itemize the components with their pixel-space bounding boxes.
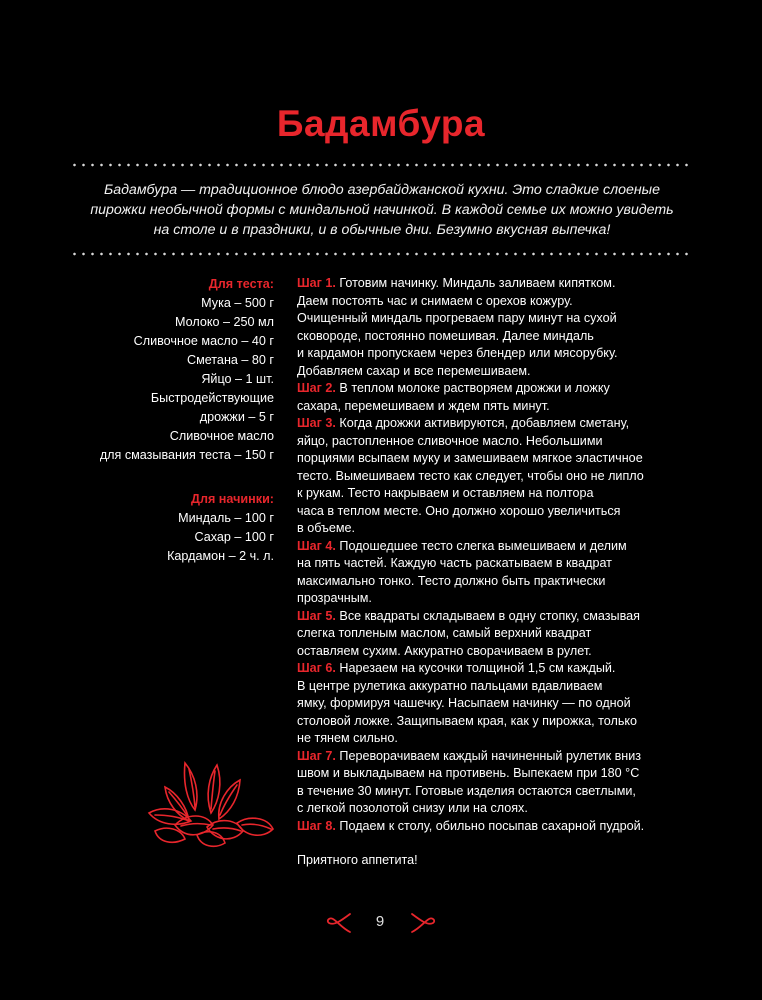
step-line: часа в теплом месте. Оно должно хорошо увеличиться	[297, 503, 621, 518]
ingredient-line: Молоко – 250 мл	[174, 315, 274, 329]
ingredient-line: Сливочное масло	[169, 429, 274, 443]
step-line: Очищенный миндаль прогреваем пару минут на сухой	[297, 311, 617, 325]
step-line: в течение 30 минут. Готовые изделия остаются светлыми,	[297, 783, 636, 798]
intro-line: на столе и в праздники, и в обычные дни. Безумно вкусная выпечка!	[153, 222, 611, 238]
step-label: Шаг 4.	[297, 538, 336, 553]
closing-text: Приятного аппетита!	[297, 853, 418, 867]
step-label: Шаг 1.	[297, 276, 336, 290]
ingredient-line: Кардамон – 2 ч. л.	[167, 549, 274, 563]
step-line: в объеме.	[297, 521, 356, 535]
step-line: не тянем сильно.	[297, 731, 398, 745]
step-text: Все квадраты складываем в одну стопку, смазывая	[335, 608, 640, 623]
intro-line: Бадамбура — традиционное блюдо азербайджанской кухни. Это сладкие слоеные	[103, 182, 661, 198]
step-text: Подаем к столу, обильно посыпав сахарной пудрой.	[335, 818, 645, 833]
filling-heading: Для начинки:	[190, 492, 274, 506]
dotted-divider-top	[70, 163, 694, 167]
spacer	[54, 465, 274, 490]
ingredient-line: для смазывания теста – 150 г	[99, 448, 274, 462]
ingredient-line: Сливочное масло – 40 г	[133, 334, 274, 348]
step-text: Подошедшее тесто слегка вымешиваем и делим	[335, 538, 627, 553]
step-line: тесто. Вымешиваем тесто как следует, чтобы оно не липло	[297, 468, 644, 483]
step-line: швом и выкладываем на противень. Выпекаем при 180 °С	[297, 766, 640, 780]
step-line	[297, 275, 697, 293]
step-line: Даем постоять час и снимаем с орехов кожуру.	[297, 293, 573, 308]
step-line	[297, 608, 697, 626]
step-line: слегка топленым маслом, самый верхний квадрат	[297, 626, 592, 640]
ingredient-line: Быстродействующие	[150, 391, 274, 405]
step-line: к рукам. Тесто накрываем и оставляем на полтора	[297, 486, 594, 500]
step-6	[297, 660, 697, 748]
step-label: Шаг 5.	[297, 608, 336, 623]
left-ornament-icon	[326, 912, 352, 934]
step-label: Шаг 7.	[297, 748, 336, 763]
step-line: сковороде, постоянно помешивая. Далее миндаль	[297, 328, 594, 343]
step-line: яйцо, растопленное сливочное масло. Небольшими	[297, 433, 603, 448]
step-5	[297, 608, 697, 661]
step-line	[297, 818, 697, 836]
step-line: и кардамон пропускаем через блендер или мясорубку.	[297, 346, 618, 360]
step-line: прозрачным.	[297, 591, 372, 605]
step-3	[297, 415, 697, 538]
step-label: Шаг 3.	[297, 416, 336, 430]
step-line	[297, 660, 697, 678]
step-label: Шаг 6.	[297, 661, 336, 675]
dough-heading: Для теста:	[208, 277, 274, 291]
step-text: В теплом молоке растворяем дрожжи и ложку	[335, 381, 610, 395]
ingredient-line: Мука – 500 г	[201, 296, 274, 310]
page-title: Бадамбура	[276, 103, 486, 144]
step-text: Готовим начинку. Миндаль заливаем кипятком.	[335, 276, 616, 290]
dotted-divider-bottom	[70, 252, 694, 256]
step-line: оставляем сухим. Аккуратно сворачиваем в рулет.	[297, 643, 592, 658]
step-line	[297, 415, 697, 433]
step-line: Добавляем сахар и все перемешиваем.	[297, 363, 531, 378]
intro-paragraph	[70, 180, 694, 240]
step-2	[297, 380, 697, 415]
ingredient-line: Миндаль – 100 г	[178, 511, 274, 525]
step-line: на пять частей. Каждую часть раскатываем в квадрат	[297, 556, 612, 570]
ingredient-line: Яйцо – 1 шт.	[201, 372, 274, 386]
step-text: Переворачиваем каждый начиненный рулетик вниз	[335, 748, 642, 763]
step-line: В центре рулетика аккуратно пальцами вдавливаем	[297, 678, 603, 693]
step-line	[297, 748, 697, 766]
ingredient-line: Сахар – 100 г	[194, 530, 274, 544]
step-8	[297, 818, 697, 836]
step-line: сахара, перемешиваем и ждем пять минут.	[297, 398, 550, 413]
ingredient-line: Сметана – 80 г	[186, 353, 274, 367]
step-line: максимально тонко. Тесто должно быть практически	[297, 573, 606, 588]
step-line: ямку, формируя чашечку. Насыпаем начинку — по одной	[297, 696, 631, 710]
step-line: порциями всыпаем муку и замешиваем мягкое эластичное	[297, 451, 643, 465]
step-text: Нарезаем на кусочки толщиной 1,5 см каждый.	[335, 661, 616, 675]
step-7	[297, 748, 697, 818]
ingredients-column	[54, 275, 274, 566]
page-number: 9	[375, 913, 385, 930]
step-4	[297, 538, 697, 608]
right-ornament-icon	[410, 912, 436, 934]
step-line: столовой ложке. Защипываем края, как у пирожка, только	[297, 713, 638, 728]
step-text: Когда дрожжи активируются, добавляем сметану,	[335, 416, 630, 430]
step-line	[297, 380, 697, 398]
step-line: с легкой позолотой снизу или на слоях.	[297, 801, 528, 815]
step-label: Шаг 2.	[297, 381, 336, 395]
steps-column	[297, 275, 697, 870]
intro-line: пирожки необычной формы с миндальной начинкой. В каждой семье их можно увидеть	[90, 202, 674, 218]
ingredient-line: дрожжи – 5 г	[199, 410, 274, 424]
step-line	[297, 538, 697, 556]
step-label: Шаг 8.	[297, 818, 336, 833]
step-1	[297, 275, 697, 380]
almond-illustration	[145, 755, 275, 850]
